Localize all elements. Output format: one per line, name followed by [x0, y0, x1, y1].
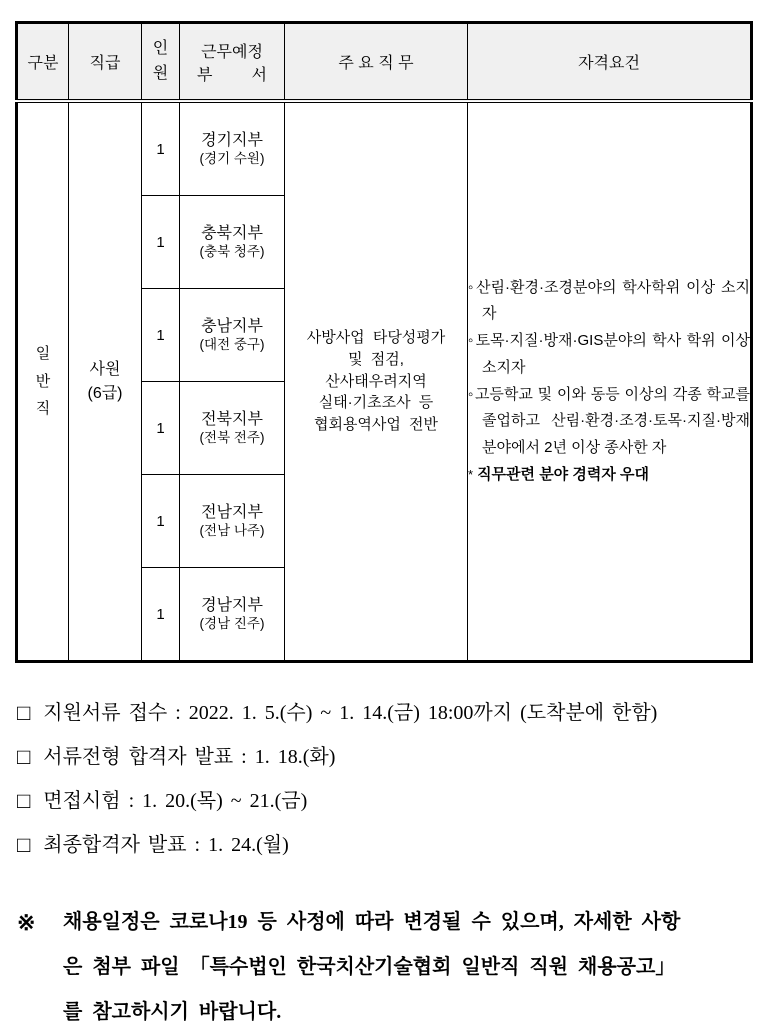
schedule-item-text: 면접시험 : 1. 20.(목) ~ 21.(금) — [43, 790, 308, 812]
schedule-section — [17, 701, 749, 1035]
department-cell — [180, 382, 285, 475]
header-department-char1: 부 — [197, 66, 213, 84]
department-location: (전남 나주) — [199, 522, 265, 538]
qualification-text: 토목·지질·방재·GIS분야의 학사 학위 이상 소지자 — [475, 332, 750, 376]
bullet-icon: ◦ — [468, 278, 476, 296]
schedule-item-application — [17, 701, 749, 725]
headcount-value: 1 — [142, 475, 180, 568]
category-cell — [17, 101, 69, 662]
schedule-item-text: 서류전형 합격자 발표 : 1. 18.(화) — [43, 746, 336, 768]
header-qualifications-label: 자격요건 — [578, 55, 640, 72]
bullet-icon: ◦ — [468, 332, 475, 350]
header-grade — [69, 23, 142, 102]
checkbox-marker-icon: □ — [17, 700, 31, 725]
department-name: 전북지부 — [201, 410, 263, 428]
qualification-item — [468, 275, 750, 328]
header-duties — [285, 23, 468, 102]
department-name: 경기지부 — [201, 131, 263, 149]
duties-line: 및 점검, — [348, 350, 404, 368]
department-cell — [180, 196, 285, 289]
checkbox-marker-icon: □ — [17, 832, 31, 857]
headcount-value: 1 — [142, 289, 180, 382]
department-location: (경기 수원) — [199, 150, 265, 166]
duties-line: 실태·기초조사 등 — [318, 394, 434, 412]
department-location: (경남 진주) — [199, 615, 265, 631]
schedule-item-text: 지원서류 접수 : 2022. 1. 5.(수) ~ 1. 14.(금) 18:00까지 (도착분에 한함) — [43, 702, 658, 724]
header-category-label: 구분 — [27, 55, 59, 72]
reference-mark-icon: ※ — [17, 910, 36, 935]
department-name: 충북지부 — [201, 224, 263, 242]
department-name: 전남지부 — [201, 503, 263, 521]
grade-value-line2: (6급) — [87, 384, 123, 402]
header-duties-label: 주 요 직 무 — [338, 55, 414, 72]
header-headcount — [142, 23, 180, 102]
headcount-value: 1 — [142, 568, 180, 662]
header-department-line1: 근무예정 — [201, 43, 263, 61]
schedule-item-text: 최종합격자 발표 : 1. 24.(월) — [43, 834, 289, 856]
qualifications-cell — [468, 101, 752, 662]
header-department-line2 — [197, 62, 267, 85]
department-name: 경남지부 — [201, 596, 263, 614]
grade-cell — [69, 101, 142, 662]
department-cell — [180, 101, 285, 196]
notice-line: 를 참고하시기 바랍니다. — [63, 1001, 282, 1023]
asterisk-icon: * — [468, 466, 474, 482]
grade-value-line1: 사원 — [89, 361, 121, 379]
qualification-item — [468, 382, 750, 462]
duties-cell — [285, 101, 468, 662]
department-location: (전북 전주) — [199, 429, 265, 445]
schedule-item-interview — [17, 789, 749, 813]
qualification-note-text: 직무관련 분야 경력자 우대 — [477, 465, 649, 483]
notice-section — [17, 900, 749, 1035]
table-header-row — [17, 23, 752, 102]
header-department-char2: 서 — [251, 66, 267, 84]
headcount-value: 1 — [142, 382, 180, 475]
department-cell — [180, 568, 285, 662]
notice-line: 채용일정은 코로나19 등 사정에 따라 변경될 수 있으며, 자세한 사항 — [63, 911, 681, 933]
headcount-value: 1 — [142, 196, 180, 289]
department-cell — [180, 289, 285, 382]
department-location: (대전 중구) — [199, 336, 265, 352]
notice-line: 은 첨부 파일 「특수법인 한국치산기술협회 일반직 직원 채용공고」 — [63, 956, 676, 978]
checkbox-marker-icon: □ — [17, 788, 31, 813]
schedule-item-final-result — [17, 833, 749, 857]
table-row — [17, 101, 752, 196]
category-value: 일반직 — [35, 344, 51, 418]
qualification-item — [468, 328, 750, 381]
qualification-text: 고등학교 및 이와 동등 이상의 각종 학교를 졸업하고 산림·환경·조경·토목·지질·방재분야에서 2년 이상 종사한 자 — [474, 385, 750, 456]
department-cell — [180, 475, 285, 568]
header-qualifications — [468, 23, 752, 102]
duties-line: 산사태우려지역 — [325, 372, 427, 390]
duties-line: 협회용역사업 전반 — [313, 416, 439, 434]
qualification-preference-note — [468, 462, 750, 489]
qualification-text: 산림·환경·조경분야의 학사학위 이상 소지자 — [476, 278, 750, 323]
department-name: 충남지부 — [201, 317, 263, 335]
header-grade-label: 직급 — [89, 55, 121, 72]
header-headcount-label: 인원 — [152, 39, 169, 82]
bullet-icon: ◦ — [468, 385, 474, 403]
schedule-item-document-result — [17, 745, 749, 769]
recruitment-table — [15, 21, 753, 663]
headcount-value: 1 — [142, 101, 180, 196]
header-department — [180, 23, 285, 102]
header-category — [17, 23, 69, 102]
department-location: (충북 청주) — [199, 243, 265, 259]
duties-line: 사방사업 타당성평가 — [306, 329, 446, 347]
checkbox-marker-icon: □ — [17, 744, 31, 769]
